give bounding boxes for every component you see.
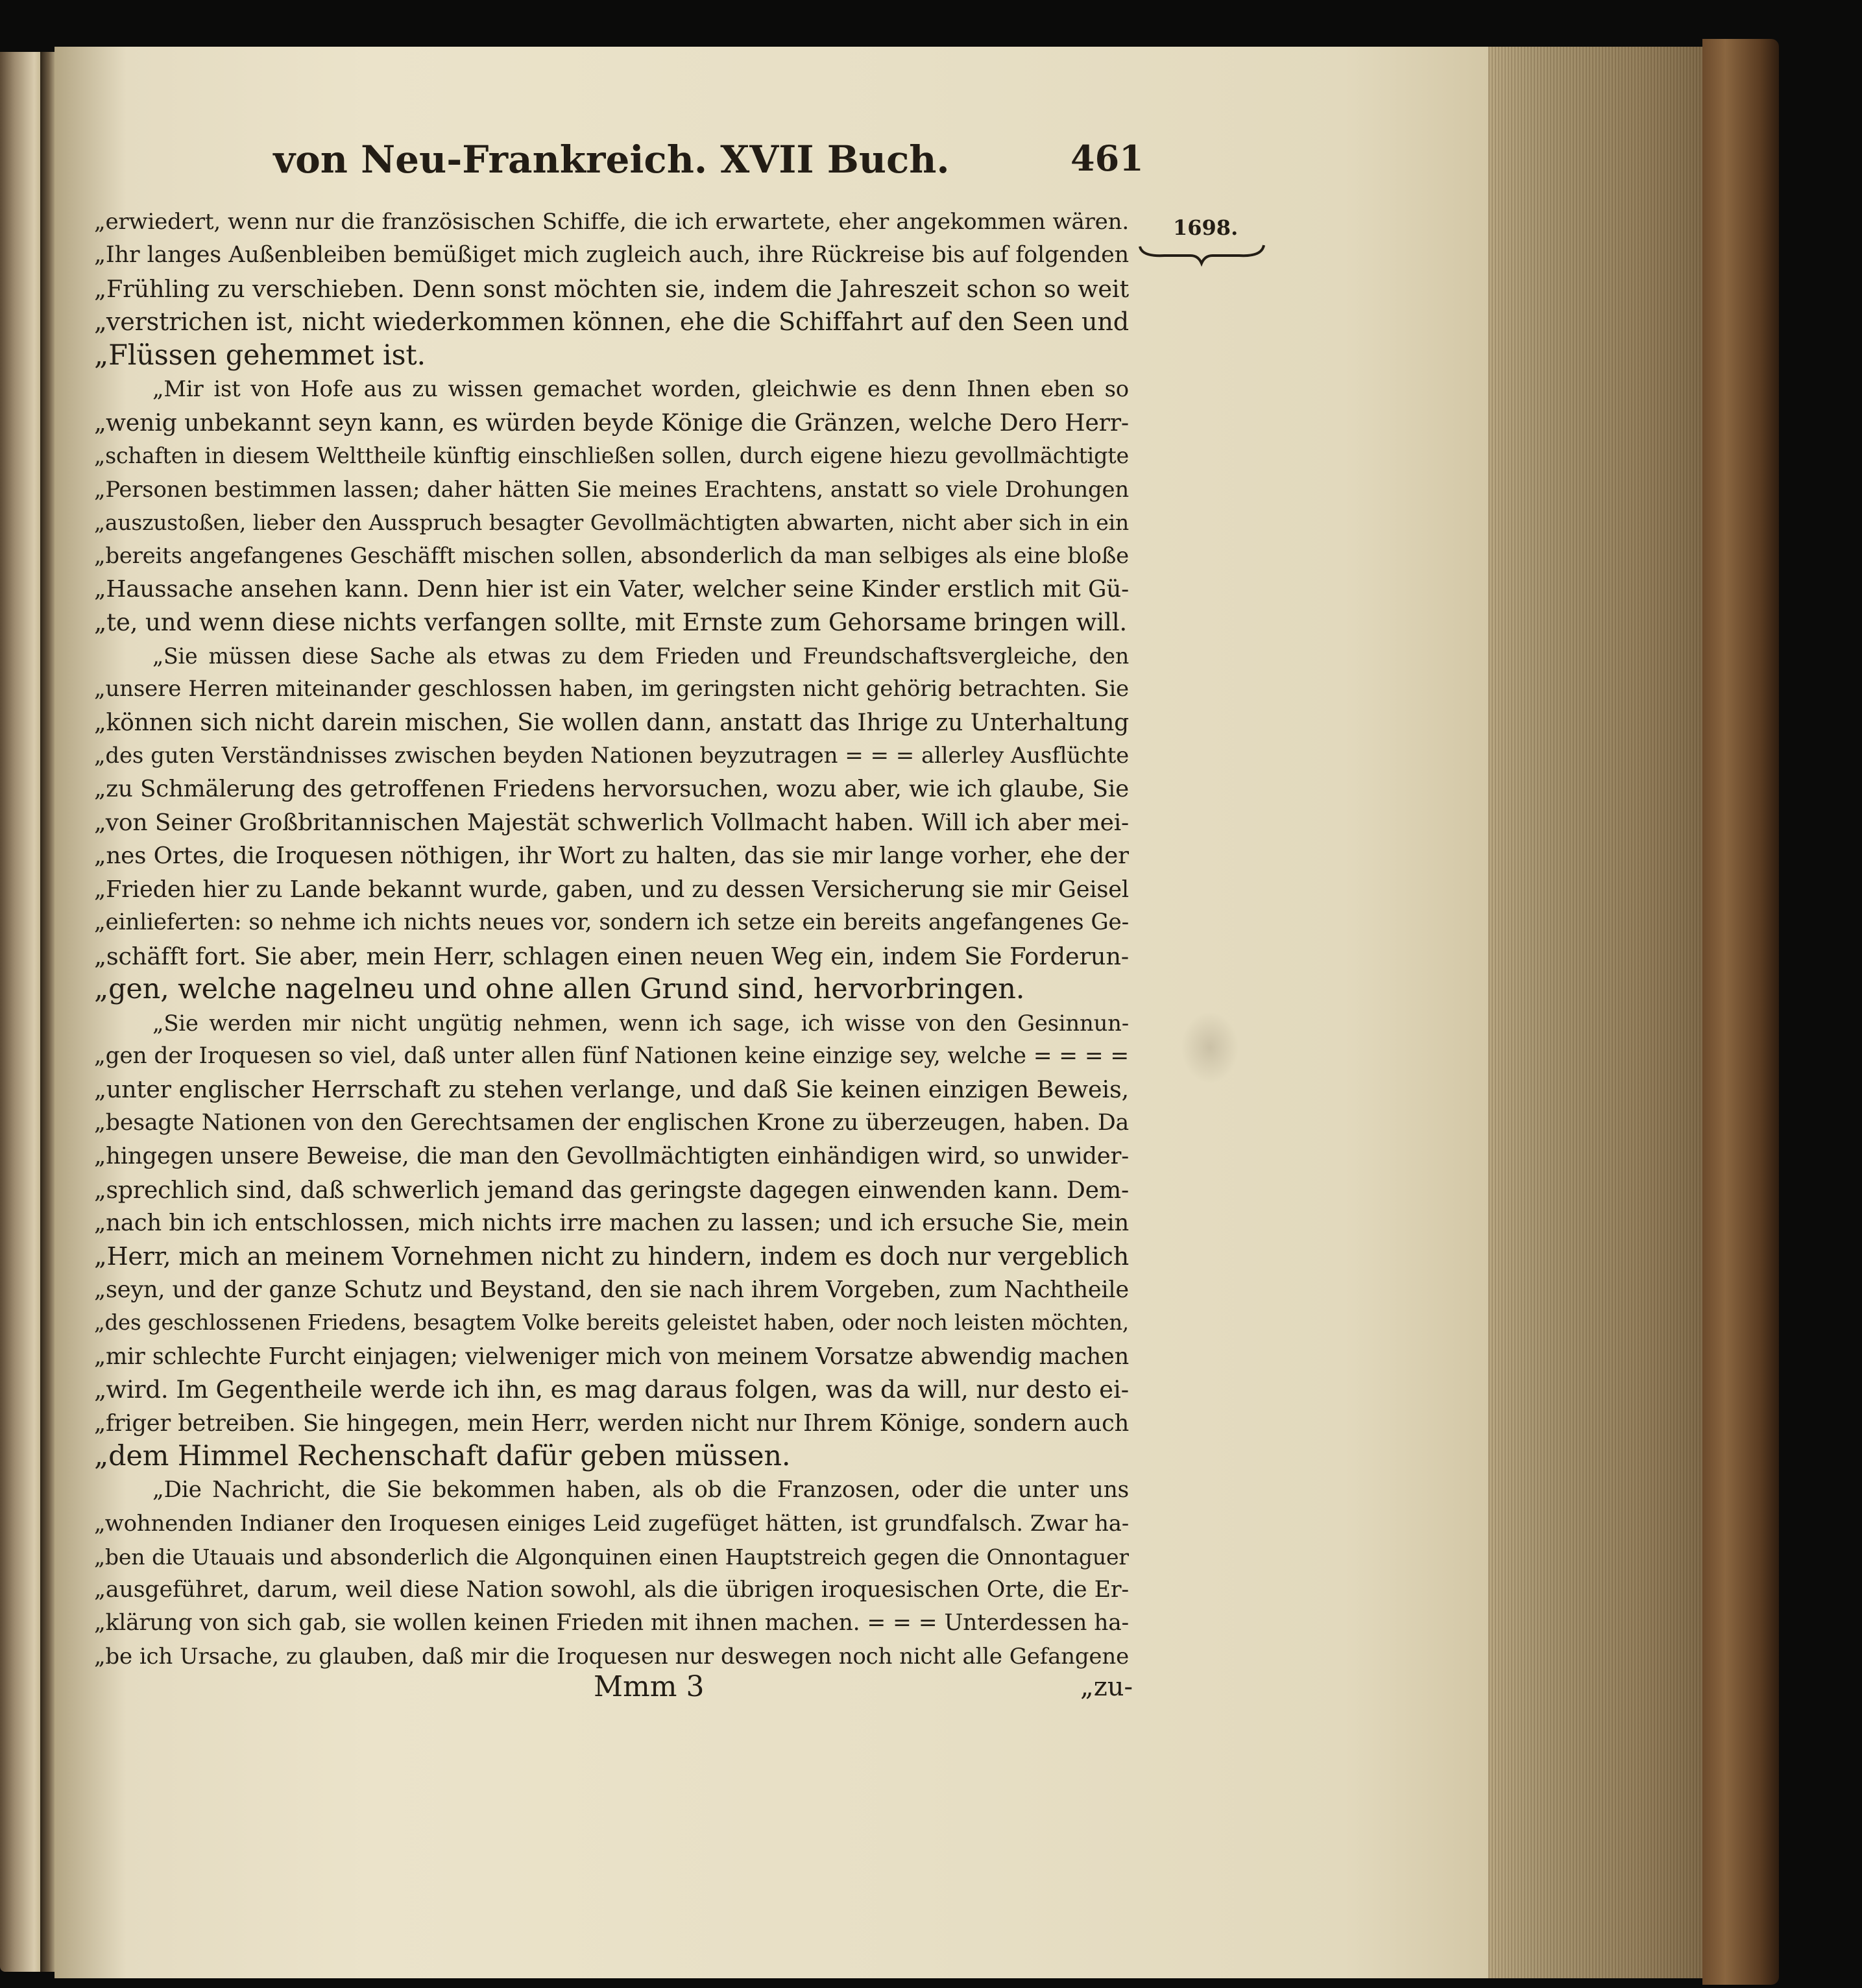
text-line: „Mir ist von Hofe aus zu wissen gemachet worden, gleichwie es denn Ihnen eben so (152, 376, 1129, 402)
text-line: „friger betreiben. Sie hingegen, mein Herr, werden nicht nur Ihrem Könige, sondern auch (94, 1409, 1129, 1437)
text-line: „des guten Verständnisses zwischen beyden Nationen beyzutragen = = = allerley Ausflüchte (94, 743, 1129, 769)
text-line: „unter englischer Herrschaft zu stehen verlange, und daß Sie keinen einzigen Beweis, (94, 1075, 1129, 1104)
text-line: „erwiedert, wenn nur die französischen Schiffe, die ich erwartete, eher angekommen wären. (94, 209, 1129, 235)
text-line: „wohnenden Indianer den Iroquesen einiges Leid zugefüget hätten, ist grundfalsch. Zwar ha- (94, 1511, 1129, 1537)
catchword: „zu- (1080, 1672, 1133, 1702)
text-line: „unsere Herren miteinander geschlossen haben, im geringsten nicht gehörig betrachten. Sie (94, 676, 1129, 702)
text-line: „Ihr langes Außenbleiben bemüßiget mich zugleich auch, ihre Rückreise bis auf folgenden (94, 242, 1129, 269)
text-line: „mir schlechte Furcht einjagen; vielweniger mich von meinem Vorsatze abwendig machen (94, 1343, 1129, 1370)
text-line: „schäfft fort. Sie aber, mein Herr, schlagen einen neuen Weg ein, indem Sie Forderun- (94, 942, 1129, 970)
text-line: „be ich Ursache, zu glauben, daß mir die Iroquesen nur deswegen noch nicht alle Gefangene (94, 1643, 1129, 1670)
text-line: „Die Nachricht, die Sie bekommen haben, als ob die Franzosen, oder die unter uns (152, 1476, 1129, 1503)
text-line: „nach bin ich entschlossen, mich nichts irre machen zu lassen; und ich ersuche Sie, mein (94, 1210, 1129, 1237)
margin-year-note: 1698. (1173, 215, 1239, 240)
text-line: „zu Schmälerung des getroffenen Friedens hervorsuchen, wozu aber, wie ich glaube, Sie (94, 776, 1129, 803)
text-line: „schaften in diesem Welttheile künftig einschließen sollen, durch eigene hiezu gevollmächtigte (94, 443, 1129, 469)
text-line: „des geschlossenen Friedens, besagtem Volke bereits geleistet haben, oder noch leisten möchten, (94, 1310, 1129, 1335)
bleed-through-stain (1181, 1012, 1239, 1083)
text-line: „verstrichen ist, nicht wiederkommen können, ehe die Schiffahrt auf den Seen und (94, 307, 1129, 337)
text-line: „ben die Utauais und absonderlich die Algonquinen einen Hauptstreich gegen die Onnontaguer (94, 1544, 1129, 1570)
text-line: „Sie werden mir nicht ungütig nehmen, wenn ich sage, ich wisse von den Gesinnun- (152, 1010, 1129, 1036)
running-header: von Neu-Frankreich. XVII Buch. (273, 138, 950, 182)
book-gutter (40, 52, 54, 1972)
text-line: „von Seiner Großbritannischen Majestät schwerlich Vollmacht haben. Will ich aber mei- (94, 809, 1129, 836)
text-line: „Flüssen gehemmet ist. (94, 339, 426, 372)
text-line: „klärung von sich gab, sie wollen keinen Frieden mit ihnen machen. = = = Unterdessen ha- (94, 1610, 1129, 1636)
body-text (94, 206, 1129, 1675)
book-binding (1702, 39, 1779, 1985)
text-line: „Frühling zu verschieben. Denn sonst möchten sie, indem die Jahreszeit schon so weit (94, 274, 1129, 303)
text-line: „Herr, mich an meinem Vornehmen nicht zu hindern, indem es doch nur vergeblich (94, 1241, 1129, 1271)
text-line: „Frieden hier zu Lande bekannt wurde, gaben, und zu dessen Versicherung sie mir Geisel (94, 876, 1129, 903)
signature-mark: Mmm 3 (594, 1670, 705, 1703)
text-line: „wenig unbekannt seyn kann, es würden beyde Könige die Gränzen, welche Dero Herr- (94, 408, 1129, 437)
text-line: „Haussache ansehen kann. Denn hier ist ein Vater, welcher seine Kinder erstlich mit Gü- (94, 575, 1129, 603)
text-line: „Sie müssen diese Sache als etwas zu dem Frieden und Freundschaftsvergleiche, den (152, 643, 1129, 669)
text-line: „te, und wenn diese nichts verfangen sollte, mit Ernste zum Gehorsame bringen will. (94, 608, 1128, 637)
text-line: „nes Ortes, die Iroquesen nöthigen, ihr Wort zu halten, das sie mir lange vorher, ehe der (94, 843, 1129, 870)
text-line: „seyn, und der ganze Schutz und Beystand, den sie nach ihrem Vorgeben, zum Nachtheile (94, 1276, 1129, 1303)
text-line: „hingegen unsere Beweise, die man den Gevollmächtigten einhändigen wird, so unwider- (94, 1143, 1129, 1170)
text-line: „sprechlich sind, daß schwerlich jemand das geringste dagegen einwenden kann. Dem- (94, 1175, 1129, 1204)
text-line: „wird. Im Gegentheile werde ich ihn, es mag daraus folgen, was da will, nur desto ei- (94, 1376, 1129, 1404)
text-line: „gen der Iroquesen so viel, daß unter allen fünf Nationen keine einzige sey, welche = = = = (94, 1042, 1129, 1069)
text-line: „auszustoßen, lieber den Ausspruch besagter Gevollmächtigten abwarten, nicht aber sich in ein (94, 509, 1129, 535)
text-line: „ausgeführet, darum, weil diese Nation sowohl, als die übrigen iroquesischen Orte, die Er- (94, 1576, 1129, 1603)
page-number: 461 (1070, 138, 1144, 179)
left-page-edge (0, 52, 40, 1972)
text-line: „gen, welche nagelneu und ohne allen Grund sind, hervorbringen. (94, 973, 1025, 1006)
text-line: „dem Himmel Rechenschaft dafür geben müssen. (94, 1440, 791, 1473)
text-line: „können sich nicht darein mischen, Sie wollen dann, anstatt das Ihrige zu Unterhaltung (94, 709, 1129, 736)
margin-brace-icon (1139, 241, 1265, 267)
text-line: „einlieferten: so nehme ich nichts neues vor, sondern ich setze ein bereits angefangenes Ge- (94, 909, 1129, 936)
text-line: „Personen bestimmen lassen; daher hätten Sie meines Erachtens, anstatt so viele Drohungen (94, 476, 1129, 502)
page-block-fore-edge (1488, 47, 1702, 1978)
text-line: „besagte Nationen von den Gerechtsamen der englischen Krone zu überzeugen, haben. Da (94, 1109, 1129, 1136)
text-line: „bereits angefangenes Geschäfft mischen sollen, absonderlich da man selbiges als eine bloße (94, 543, 1129, 569)
